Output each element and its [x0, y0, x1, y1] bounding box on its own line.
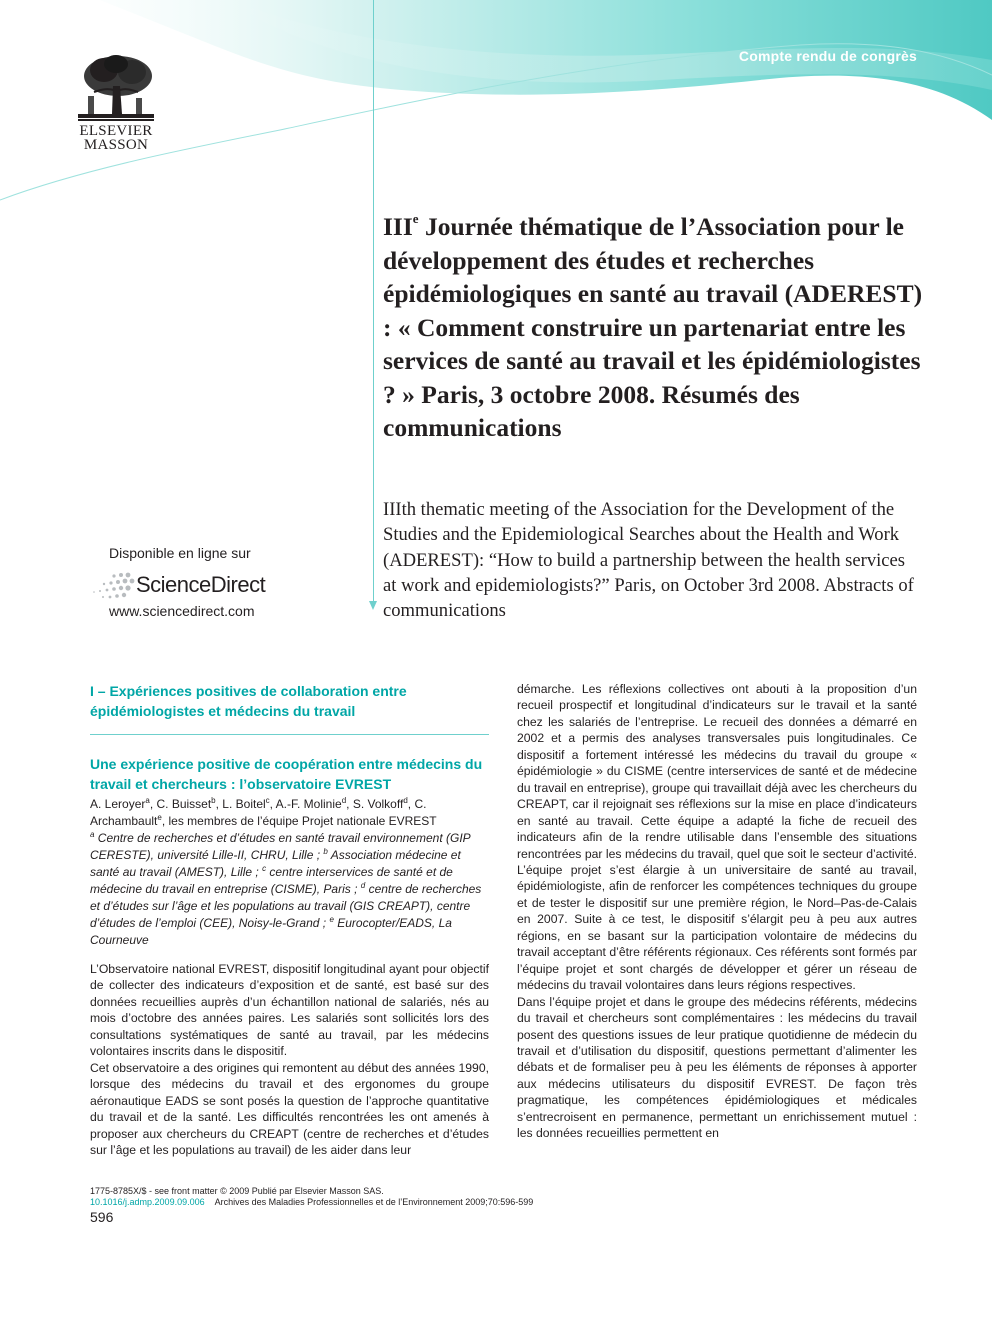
- article-main-title: [383, 210, 923, 445]
- section-tag: Compte rendu de congrès: [738, 48, 917, 64]
- page-number: 596: [90, 1209, 114, 1225]
- affil-text: Eurocopter/EADS, La Courneuve: [90, 916, 452, 947]
- affil-text: Association médecine et santé au travail (AMEST), Lille ;: [90, 848, 461, 879]
- affil-sup: d: [360, 881, 366, 890]
- author-sup: c: [265, 796, 270, 805]
- logo-elsevier: ELSEVIER: [79, 123, 153, 139]
- author-name: A. Leroyer: [90, 797, 146, 811]
- author-sep: ,: [149, 797, 157, 811]
- author-sep: ,: [269, 797, 276, 811]
- author-sup: d: [341, 796, 347, 805]
- author-sep: , les membres de l’équipe Projet nationale EVREST: [161, 814, 437, 828]
- author-name: C. Archambault: [90, 797, 427, 828]
- author-name: S. Volkoff: [352, 797, 404, 811]
- author-list: [90, 796, 489, 830]
- footer-doi-link[interactable]: 10.1016/j.admp.2009.09.006: [90, 1197, 205, 1207]
- left-column: [90, 681, 489, 1158]
- page-footer: [90, 1186, 590, 1223]
- author-name: C. Buisset: [156, 797, 212, 811]
- author-sup: e: [157, 813, 162, 822]
- abstract-title: Une expérience positive de coopération entre médecins du travail et chercheurs : l’observatoire EVREST: [90, 756, 483, 792]
- author-sup: d: [403, 796, 408, 805]
- english-subtitle: IIIth thematic meeting of the Association for the Development of the Studies and the Epidemiological Searches about the Health and Work (ADEREST): “How to build a partnership between the health services at work and epidemiologists?” Paris, on October 3rd 2008. Abstracts of communications: [383, 499, 914, 622]
- title-roman: III: [383, 212, 413, 241]
- author-sep: ,: [215, 797, 223, 811]
- affil-sup: b: [323, 847, 328, 856]
- elsevier-tree-icon: [76, 52, 156, 124]
- affil-sup: e: [329, 915, 334, 924]
- affil-text: Centre de recherches et d’études en santé travail environnement (GIP CERESTE), université Lille-II, CHRU, Lille ;: [90, 831, 471, 862]
- title-roman-sup: e: [412, 211, 419, 226]
- affil-text: centre interservices de santé et de médecine du travail en entreprise (CISME), Paris ;: [90, 865, 453, 896]
- footer-issn: 1775-8785X/$ - see front matter © 2009 Publié par Elsevier Masson SAS.: [90, 1186, 384, 1196]
- vertical-rule: [373, 0, 374, 602]
- affiliations: [90, 830, 489, 949]
- author-sup: b: [211, 796, 216, 805]
- sciencedirect-block: [88, 545, 288, 619]
- author-sep: ,: [346, 797, 353, 811]
- vertical-rule-arrow: [369, 601, 377, 610]
- footer-journal: Archives des Maladies Professionnelles et de l’Environnement 2009;70:596-599: [214, 1197, 534, 1207]
- body-paragraph: Cet observatoire a des origines qui remontent au début des années 1990, lorsque des médecins du travail et des ergonomes du groupe aéronautique EADS se sont posés la question de l’approche quantitative du travail et de la santé. Les difficultés rencontrées les ont amenés à proposer aux chercheurs du CREAPT (centre de recherches et d’études sur l’âge et les populations au travail) de les aider dans leur: [90, 1060, 489, 1157]
- author-sup: a: [145, 796, 150, 805]
- body-paragraph: démarche. Les réflexions collectives ont abouti à la proposition d’un recueil prospectif et longitudinal d’indicateurs sur le travail et la santé chez les salariés de l’entreprise. Le recueil des données a démarré en 2002 et a permis des analyses transversales puis longitudinales. Ce dispositif a fortement intéressé les médecins du travail du groupe « épidémiologie » du CISME (centre interservices de santé et de médecine du travail en entreprise), groupe qui travaillait déjà avec les chercheurs du CREAPT, car il rejoignait ses réflexions sur la mise en place d’indicateurs en santé au travail. Cette équipe a adapté la fiche de recueil des indicateurs afin de la rendre utilisable dans l’ensemble des situations rencontrées par les médecins du travail, quel que soit le secteur d’activité. L’équipe projet s’est élargie à un universitaire de santé au travail, épidémiologiste, afin de renforcer les compétences techniques du groupe et de tester le dispositif sur une première région, le Nord–Pas-de-Calais en 2007. Suite à ce test, le dispositif s’élargit peu à peu aux autres régions, en se basant sur la participation volontaire de médecins du travail acceptant d’être référents régionaux. Ces référents sont formés par l’équipe projet et sont chargés de développer et gérer un réseau de médecins du travail volontaires dans leurs régions respectives.: [517, 682, 917, 993]
- sciencedirect-dots-icon: [88, 571, 136, 601]
- elsevier-masson-logo: [76, 52, 156, 152]
- affil-text: centre de recherches et d’études sur l’âge et les populations au travail (GIS CREAPT), centre d’études de l’emploi (CEE), Noisy-le-Grand ;: [90, 882, 482, 930]
- sciencedirect-name: ScienceDirect: [136, 572, 266, 597]
- author-sep: ,: [407, 797, 415, 811]
- author-name: L. Boitel: [222, 797, 266, 811]
- title-text: Journée thématique de l’Association pour le développement des études et recherches épidémiologiques en santé au travail (ADEREST) : « Comment construire un partenariat entre les services de santé au travail et les épidémiologistes ? » Paris, 3 octobre 2008. Résumés des communications: [383, 212, 923, 442]
- section-heading: I – Expériences positives de collaboration entre épidémiologistes et médecins du travail: [90, 681, 489, 735]
- right-column: [517, 681, 917, 1142]
- logo-masson: MASSON: [83, 137, 149, 153]
- author-name: A.-F. Molinie: [275, 797, 342, 811]
- body-paragraph: Dans l’équipe projet et dans le groupe des médecins référents, médecins du travail et chercheurs sont complémentaires : les médecins du travail posent des questions issues de leur pratique quotidienne de médecin du travail et d’utilisation du dispositif, questions permettant d’alimenter les débats et de formaliser peu à peu les éléments de réponses à apporter aux médecins utilisateurs du dispositif EVREST. De façon très pragmatique, les compétences épidémiologiques et médicales s’entrecroisent en permanence, permettant un enrichissement mutuel : les données recueillies permettent en: [517, 994, 917, 1141]
- body-paragraph: L’Observatoire national EVREST, dispositif longitudinal ayant pour objectif de collecter des indicateurs d’exposition et de santé, est basé sur des données recueillies auprès d’un échantillon national de salariés, nés au mois d’octobre des années paires. Les salariés sont sollicités lors des consultations systématiques de santé au travail, par les médecins volontaires inscrits dans le dispositif.: [90, 962, 489, 1059]
- affil-sup: a: [90, 830, 95, 839]
- affil-sup: c: [262, 864, 267, 873]
- sciencedirect-url[interactable]: www.sciencedirect.com: [109, 603, 255, 619]
- sciencedirect-available-label: Disponible en ligne sur: [109, 545, 251, 561]
